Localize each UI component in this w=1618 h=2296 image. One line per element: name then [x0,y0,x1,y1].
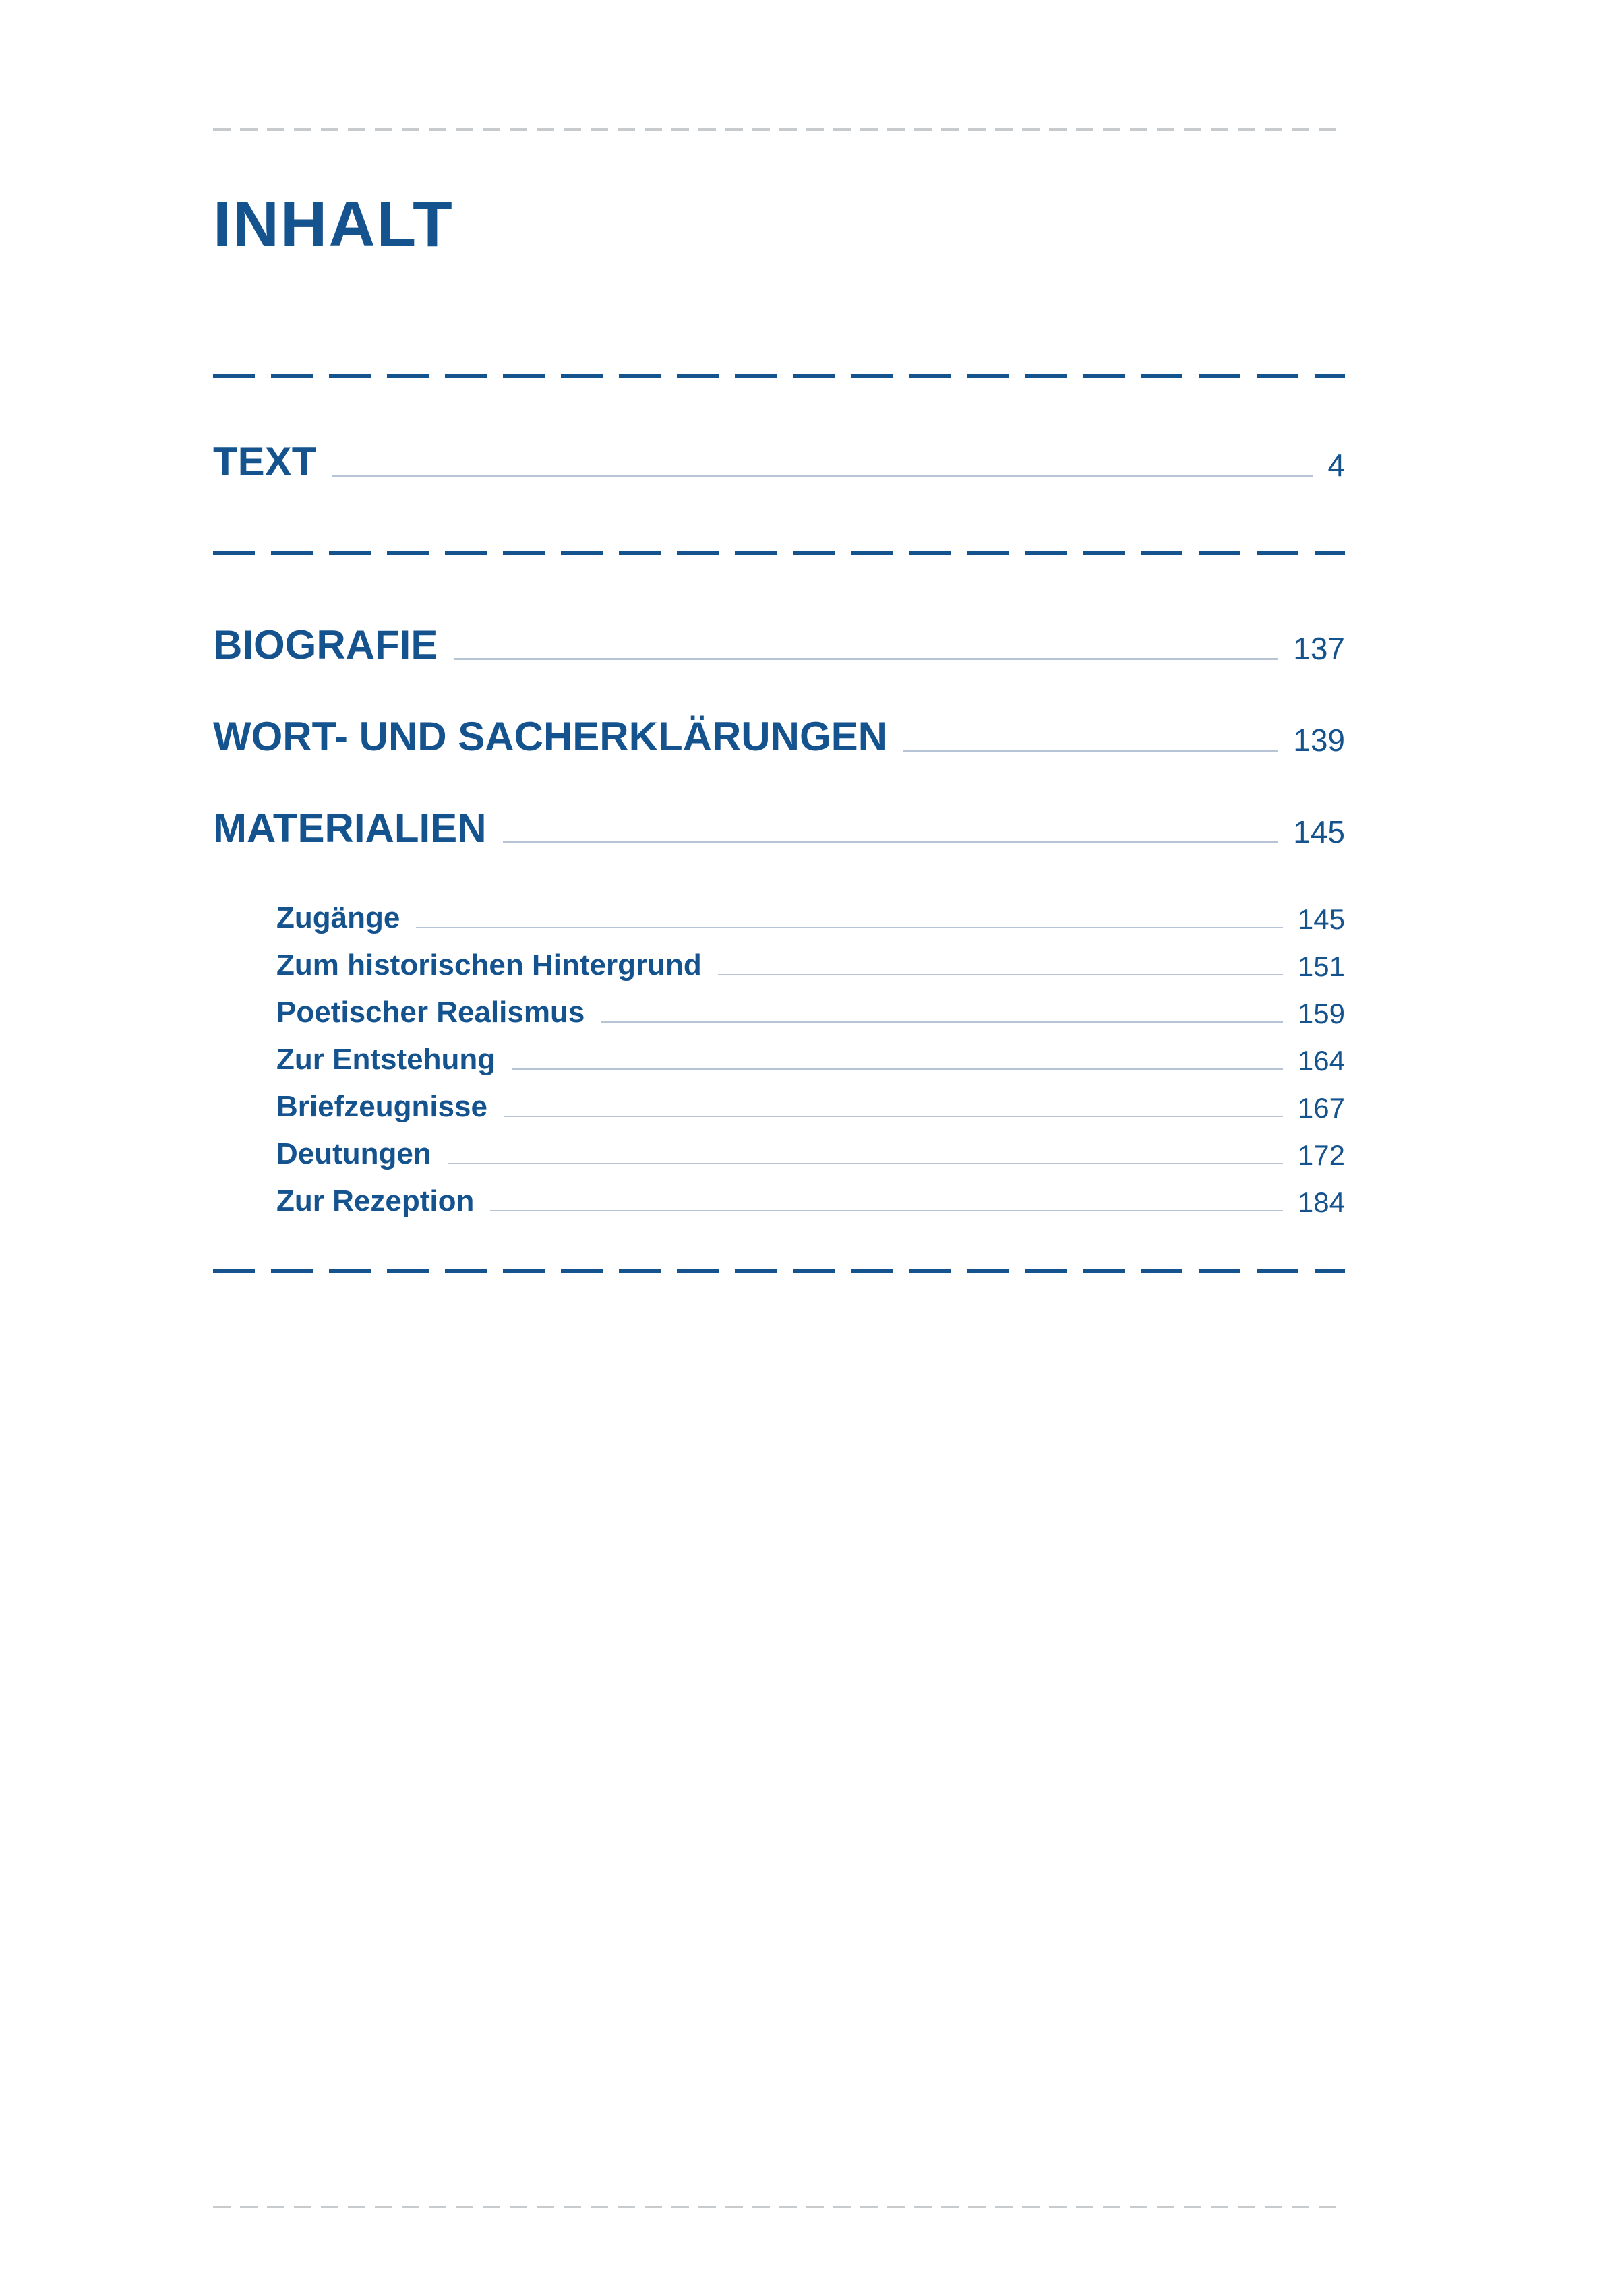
toc-entry-label: Zum historischen Hintergrund [276,948,702,981]
toc-subentry-zur-rezeption [276,1182,1345,1219]
leader-line [601,1021,1283,1023]
leader-line [903,750,1278,752]
toc-entry-page: 151 [1297,950,1345,982]
section-divider [213,551,1345,555]
toc-subentry-deutungen [276,1135,1345,1172]
toc-subentry-briefzeugnisse [276,1087,1345,1125]
bottom-divider [213,2206,1345,2208]
page-title: INHALT [213,188,454,260]
toc-entry-label: Briefzeugnisse [276,1090,487,1123]
toc-entry-wort-und-sacherklaerungen [213,711,1345,761]
toc-entry-page: 4 [1327,448,1345,483]
toc-entry-label: MATERIALIEN [213,806,487,851]
toc-entry-label: Zur Entstehung [276,1043,496,1076]
toc-entry-page: 159 [1297,998,1345,1029]
leader-line [504,1116,1283,1117]
leader-line [448,1163,1283,1164]
toc-entry-biografie [213,620,1345,669]
toc-entry-page: 145 [1297,903,1345,935]
leader-line [490,1210,1283,1211]
toc-entry-text [213,436,1345,486]
leader-line [454,658,1278,660]
leader-line [332,475,1313,477]
page-content [213,0,1345,2208]
toc-entry-label: Zur Rezeption [276,1184,475,1217]
toc-entry-page: 172 [1297,1139,1345,1171]
toc-entry-page: 145 [1293,814,1345,849]
toc-entry-label: Zugänge [276,901,400,934]
toc-entry-page: 184 [1297,1186,1345,1218]
toc-entry-page: 164 [1297,1045,1345,1077]
toc-sublist [213,899,1345,1219]
toc-entry-label: BIOGRAFIE [213,622,438,667]
toc-entry-materialien [213,803,1345,853]
toc-entry-label: Deutungen [276,1137,431,1170]
section-divider [213,1269,1345,1273]
leader-line [718,974,1283,975]
toc-entry-label: WORT- UND SACHERKLÄRUNGEN [213,714,887,759]
toc-entry-page: 167 [1297,1092,1345,1124]
toc-entry-page: 137 [1293,631,1345,666]
toc-subentry-zur-entstehung [276,1040,1345,1078]
leader-line [503,841,1279,843]
toc-entry-page: 139 [1293,723,1345,758]
toc-subentry-poetischer-realismus [276,993,1345,1031]
leader-line [512,1068,1283,1070]
toc-subentry-zugaenge [276,899,1345,936]
toc-entry-label: TEXT [213,439,317,484]
toc-subentry-historischer-hintergrund [276,946,1345,984]
toc-entry-label: Poetischer Realismus [276,996,585,1029]
section-divider [213,374,1345,378]
top-divider [213,128,1345,131]
leader-line [416,927,1283,928]
